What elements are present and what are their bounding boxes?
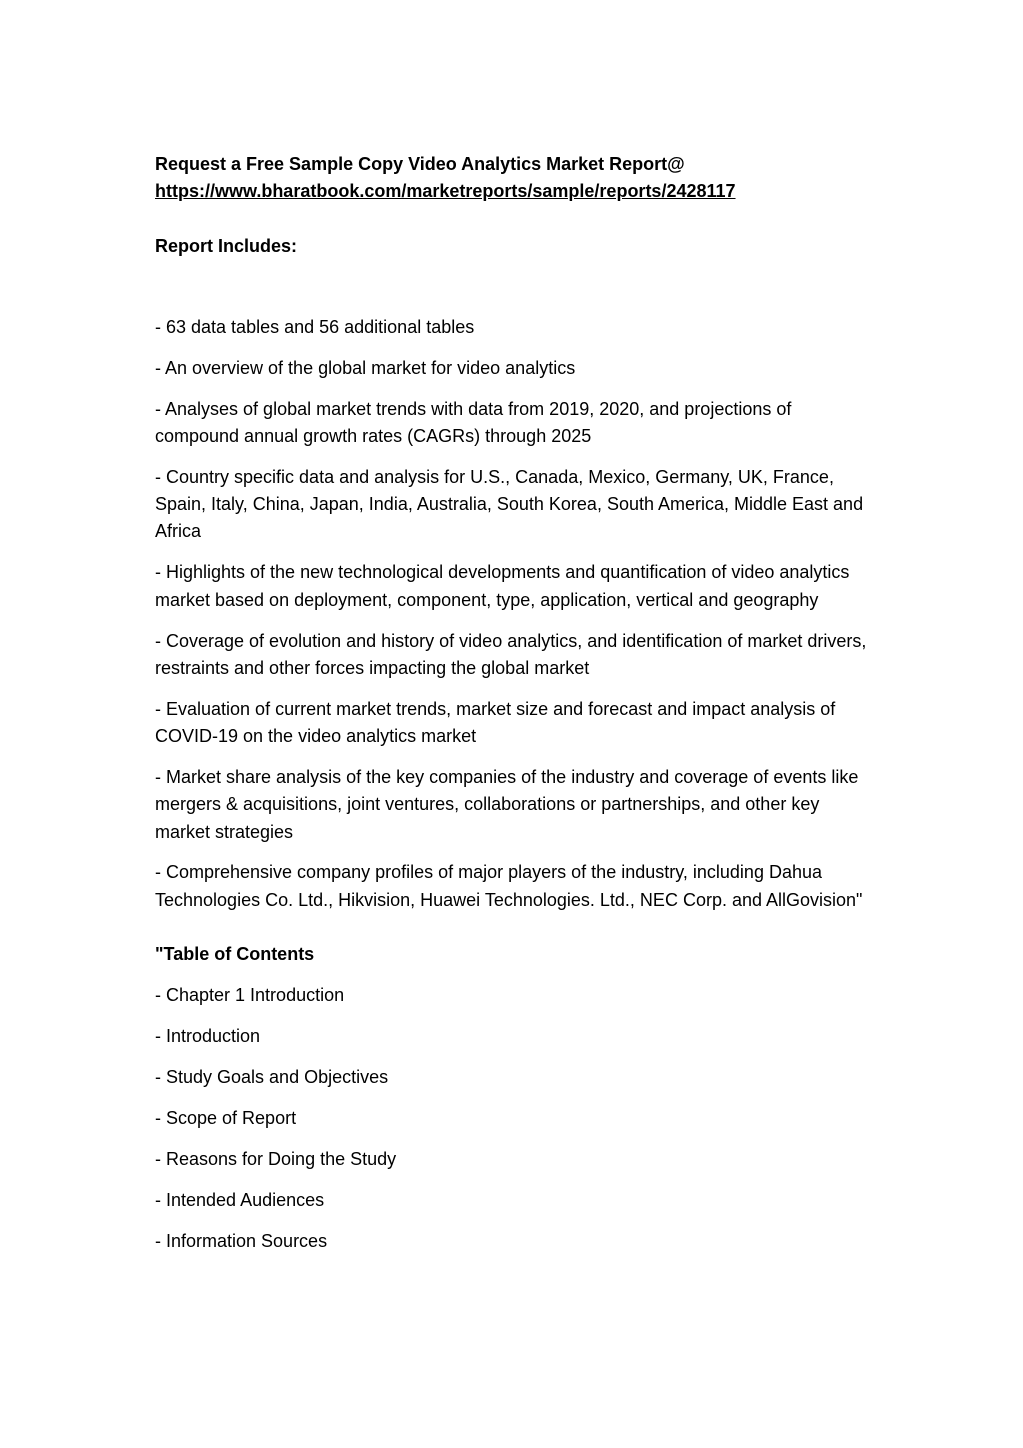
list-item: - Country specific data and analysis for U.S., Canada, Mexico, Germany, UK, France, Spain, Italy, China, Japan, India, Australia, South Korea, South America, Middle East and Africa [155, 466, 864, 542]
toc-item: - Reasons for Doing the Study [155, 1148, 397, 1169]
list-item: - Comprehensive company profiles of major players of the industry, including Dahua Technologies Co. Ltd., Hikvision, Huawei Technologies. Ltd., NEC Corp. and AllGovision" [155, 862, 863, 910]
list-item: - Evaluation of current market trends, market size and forecast and impact analysis of COVID-19 on the video analytics market [155, 698, 836, 747]
report-includes-heading: Report Includes: [155, 235, 298, 256]
toc-item: - Information Sources [155, 1230, 328, 1251]
list-item: - Highlights of the new technological developments and quantification of video analytics market based on deployment, component, type, application, vertical and geography [155, 562, 850, 610]
list-item: - Market share analysis of the key companies of the industry and coverage of events like mergers & acquisitions, joint ventures, collaborations or partnerships, and other key market strategies [155, 766, 859, 842]
table-of-contents-heading: "Table of Contents [155, 944, 315, 965]
toc-item: - Chapter 1 Introduction [155, 985, 345, 1006]
list-item: - An overview of the global market for video analytics [155, 357, 576, 378]
toc-item: - Intended Audiences [155, 1189, 325, 1210]
sample-report-link[interactable]: https://www.bharatbook.com/marketreports/sample/reports/2428117 [155, 181, 736, 202]
list-item: - Analyses of global market trends with data from 2019, 2020, and projections of compound annual growth rates (CAGRs) through 2025 [155, 398, 792, 446]
sample-request-text: Request a Free Sample Copy Video Analytics Market Report@ [155, 154, 685, 174]
toc-item: - Scope of Report [155, 1107, 297, 1128]
toc-item: - Study Goals and Objectives [155, 1066, 389, 1087]
document-content [155, 151, 870, 1268]
toc-item: - Introduction [155, 1026, 261, 1047]
report-includes-list [155, 314, 870, 914]
table-of-contents-list [155, 982, 870, 1255]
list-item: - 63 data tables and 56 additional tables [155, 316, 475, 337]
list-item: - Coverage of evolution and history of video analytics, and identification of market drivers, restraints and other forces impacting the global market [155, 630, 867, 678]
